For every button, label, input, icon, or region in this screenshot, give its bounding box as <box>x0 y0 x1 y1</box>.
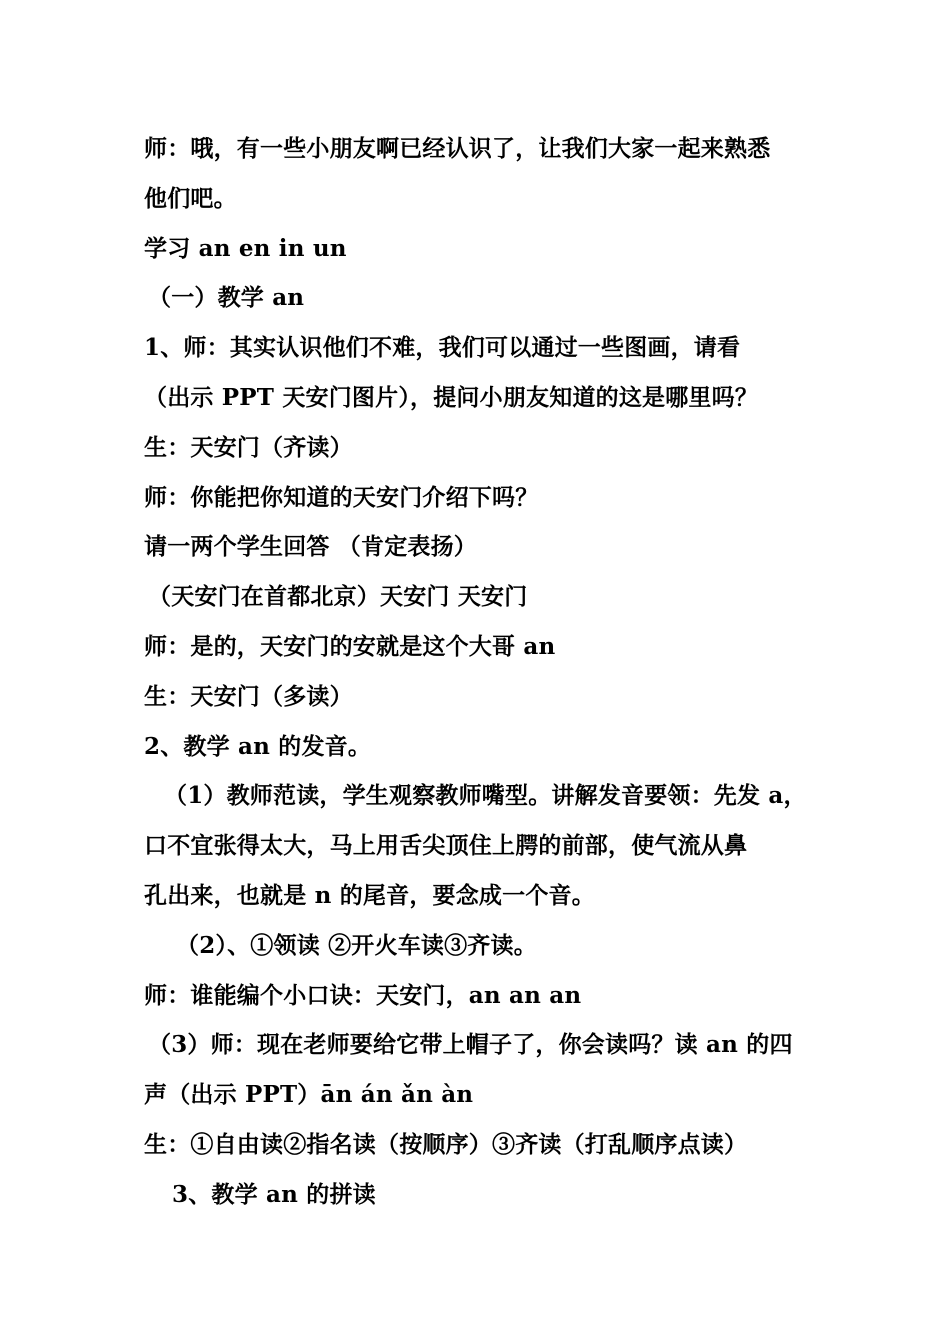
text-line-20: 声（出示 PPT）ān án ǎn àn <box>144 1081 474 1109</box>
text-line-15: 口不宜张得太大，马上用舌尖顶住上腭的前部，使气流从鼻 <box>144 832 748 860</box>
text-line-8: 师：你能把你知道的天安门介绍下吗？ <box>144 483 539 511</box>
text-line-3: 学习 an en in un <box>144 234 347 262</box>
text-line-14: （1）教师范读，学生观察教师嘴型。讲解发音要领：先发 a， <box>164 782 807 810</box>
text-line-21: 生：①自由读②指名读（按顺序）③齐读（打乱顺序点读） <box>144 1130 748 1158</box>
text-line-5: 1、师：其实认识他们不难，我们可以通过一些图画，请看 <box>144 334 741 362</box>
document-body <box>144 124 812 1220</box>
text-line-17: （2）、①领读 ②开火车读③齐读。 <box>176 931 537 959</box>
text-line-16: 孔出来，也就是 n 的尾音，要念成一个音。 <box>144 881 595 909</box>
text-line-4: （一）教学 an <box>148 284 305 312</box>
text-line-7: 生：天安门（齐读） <box>144 433 353 461</box>
text-line-18: 师：谁能编个小口诀：天安门，an an an <box>144 981 582 1009</box>
text-line-12: 生：天安门（多读） <box>144 682 353 710</box>
text-line-1: 师：哦，有一些小朋友啊已经认识了，让我们大家一起来熟悉 <box>144 135 771 162</box>
text-line-10: （天安门在首都北京）天安门 天安门 <box>148 583 528 611</box>
text-line-2: 他们吧。 <box>144 184 237 212</box>
text-line-6: （出示 PPT 天安门图片），提问小朋友知道的这是哪里吗？ <box>144 383 759 411</box>
text-line-11: 师：是的，天安门的安就是这个大哥 an <box>144 632 556 660</box>
text-line-13: 2、教学 an 的发音。 <box>144 732 372 760</box>
text-line-9: 请一两个学生回答 （肯定表扬） <box>144 533 478 561</box>
text-line-19: （3）师：现在老师要给它带上帽子了，你会读吗？读 an 的四 <box>148 1031 793 1059</box>
text-line-22: 3、教学 an 的拼读 <box>172 1180 376 1208</box>
